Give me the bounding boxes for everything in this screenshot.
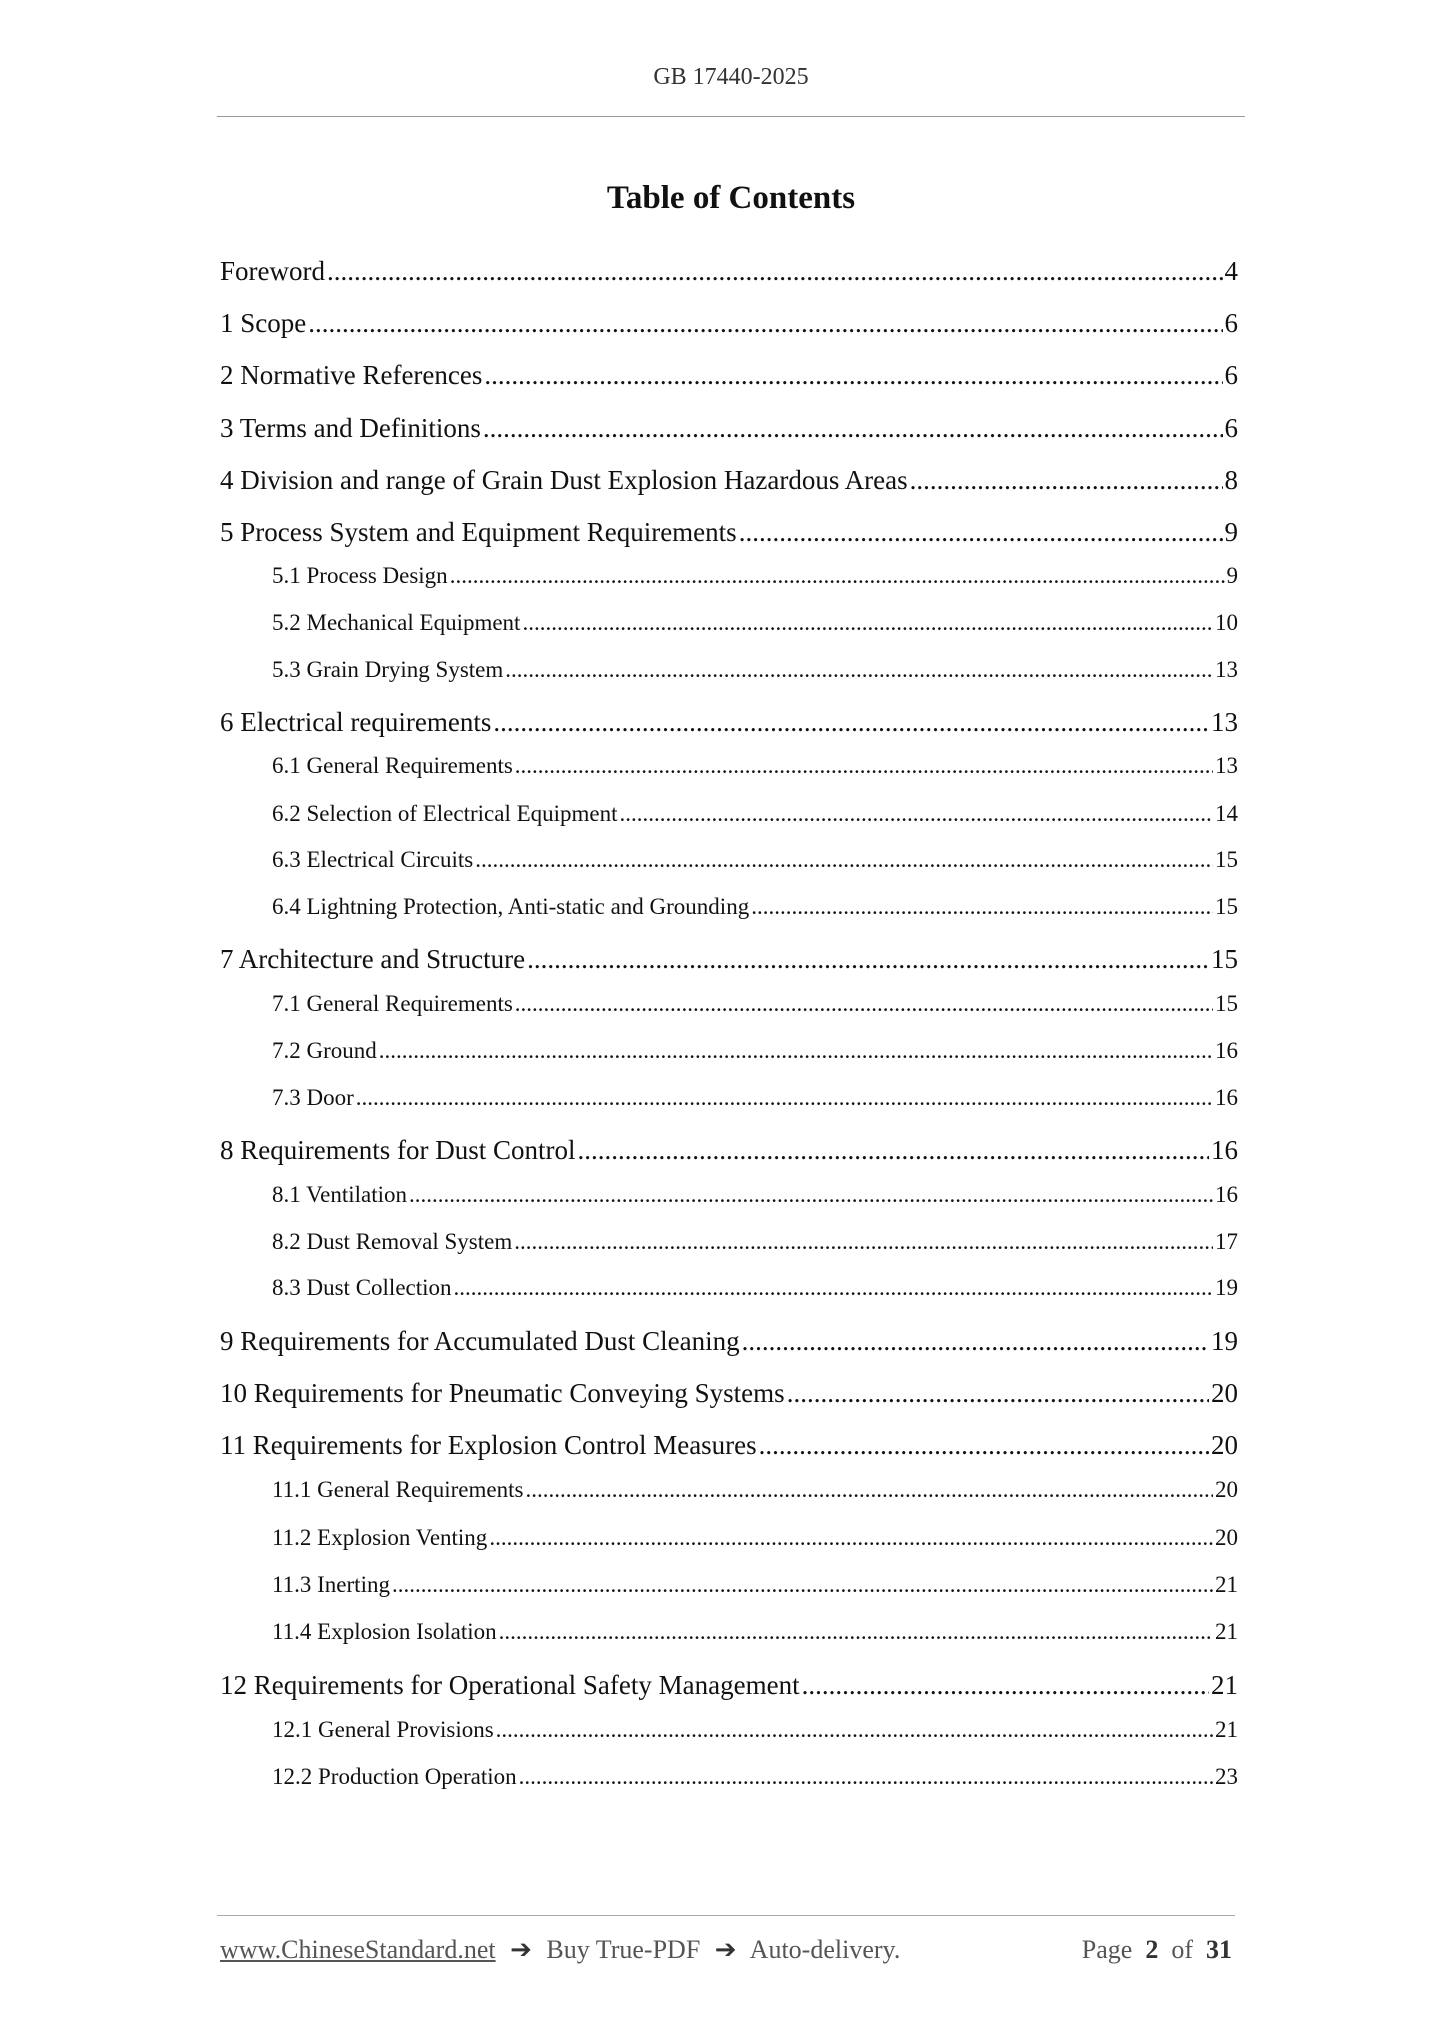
toc-dot-leader — [515, 753, 1213, 779]
toc-dot-leader — [739, 517, 1223, 548]
toc-entry-page: 20 — [1211, 1430, 1238, 1460]
toc-entry[interactable] — [272, 1525, 1238, 1551]
toc-entry-label: 6.1 General Requirements — [272, 753, 513, 778]
toc-entry-label: 11.4 Explosion Isolation — [272, 1619, 497, 1644]
toc-entry[interactable] — [272, 753, 1238, 779]
toc-entry-label: 8.1 Ventilation — [272, 1182, 408, 1207]
toc-entry-label: 11 Requirements for Explosion Control Measures — [220, 1430, 757, 1460]
toc-entry-page: 16 — [1215, 1182, 1238, 1207]
toc-entry[interactable] — [272, 1182, 1238, 1208]
toc-entry-page: 13 — [1215, 753, 1238, 778]
toc-entry[interactable] — [272, 1275, 1238, 1301]
toc-dot-leader — [514, 1229, 1213, 1255]
toc-entry-label: 11.1 General Requirements — [272, 1477, 524, 1502]
toc-dot-leader — [308, 308, 1222, 339]
toc-entry-page: 13 — [1215, 657, 1238, 682]
toc-entry-label: 2 Normative References — [220, 360, 483, 390]
toc-entry-page: 8 — [1224, 465, 1238, 495]
toc-entry-label: 5 Process System and Equipment Requirements — [220, 517, 737, 547]
toc-dot-leader — [392, 1572, 1213, 1598]
toc-dot-leader — [450, 563, 1225, 589]
toc-entry[interactable] — [272, 610, 1238, 636]
toc-entry[interactable] — [272, 1717, 1238, 1743]
toc-entry-page: 15 — [1215, 847, 1238, 872]
toc-dot-leader — [751, 894, 1213, 920]
toc-entry-label: 5.1 Process Design — [272, 563, 448, 588]
toc-entry-page: 10 — [1215, 610, 1238, 635]
site-link[interactable]: www.ChineseStandard.net — [220, 1935, 496, 1964]
toc-dot-leader — [802, 1670, 1209, 1701]
toc-entry-label: 4 Division and range of Grain Dust Explosion Hazardous Areas — [220, 465, 908, 495]
delivery-text: Auto-delivery. — [749, 1935, 901, 1964]
toc-entry[interactable] — [272, 1477, 1238, 1503]
toc-entry-page: 19 — [1215, 1275, 1238, 1300]
toc-entry-label: 6.3 Electrical Circuits — [272, 847, 474, 872]
footer-links — [220, 1935, 900, 1965]
toc-dot-leader — [525, 1477, 1213, 1503]
toc-dot-leader — [499, 1619, 1213, 1645]
toc-dot-leader — [327, 256, 1223, 287]
toc-entry[interactable] — [272, 1229, 1238, 1255]
toc-entry[interactable] — [272, 1038, 1238, 1064]
toc-entry-page: 15 — [1211, 944, 1238, 974]
toc-entry-page: 6 — [1224, 308, 1238, 338]
toc-entry[interactable] — [220, 413, 1238, 444]
toc-dot-leader — [577, 1135, 1209, 1166]
toc-dot-leader — [409, 1182, 1213, 1208]
toc-entry-page: 16 — [1211, 1135, 1238, 1165]
toc-entry-label: 8.2 Dust Removal System — [272, 1229, 513, 1254]
page-current: 2 — [1145, 1935, 1159, 1964]
toc-dot-leader — [454, 1275, 1213, 1301]
toc-entry[interactable] — [220, 360, 1238, 391]
toc-entry-page: 21 — [1215, 1619, 1238, 1644]
toc-entry[interactable] — [220, 517, 1238, 548]
toc-entry[interactable] — [220, 1326, 1238, 1357]
toc-entry[interactable] — [272, 847, 1238, 873]
toc-dot-leader — [620, 801, 1213, 827]
toc-entry[interactable] — [220, 1135, 1238, 1166]
toc-dot-leader — [379, 1038, 1213, 1064]
toc-entry-page: 20 — [1211, 1378, 1238, 1408]
toc-entry[interactable] — [272, 1572, 1238, 1598]
toc-entry-page: 15 — [1215, 991, 1238, 1016]
toc-entry-label: 3 Terms and Definitions — [220, 413, 481, 443]
toc-entry[interactable] — [220, 465, 1238, 496]
toc-dot-leader — [483, 413, 1223, 444]
arrow-right-icon: ➔ — [510, 1935, 532, 1964]
footer-divider — [217, 1915, 1235, 1916]
toc-entry[interactable] — [220, 707, 1238, 738]
toc-entry-label: 12 Requirements for Operational Safety Management — [220, 1670, 800, 1700]
toc-entry[interactable] — [220, 308, 1238, 339]
toc-entry-page: 21 — [1215, 1717, 1238, 1742]
toc-entry[interactable] — [220, 944, 1238, 975]
toc-entry-label: 7.2 Ground — [272, 1038, 377, 1063]
toc-entry-page: 9 — [1224, 517, 1238, 547]
toc-entry[interactable] — [220, 256, 1238, 287]
toc-entry-label: Foreword — [220, 256, 325, 286]
toc-entry-label: 6.4 Lightning Protection, Anti-static and Grounding — [272, 894, 750, 919]
toc-dot-leader — [527, 944, 1209, 975]
toc-entry[interactable] — [272, 894, 1238, 920]
page-of: of — [1171, 1935, 1193, 1964]
header-divider — [217, 116, 1245, 117]
toc-dot-leader — [493, 707, 1209, 738]
buy-text: Buy True-PDF — [546, 1935, 701, 1964]
toc-entry[interactable] — [272, 563, 1238, 589]
toc-entry-label: 7.1 General Requirements — [272, 991, 513, 1016]
toc-entry[interactable] — [272, 1085, 1238, 1111]
toc-dot-leader — [742, 1326, 1209, 1357]
toc-entry-label: 12.2 Production Operation — [272, 1764, 517, 1789]
toc-entry-label: 12.1 General Provisions — [272, 1717, 494, 1742]
toc-entry-page: 20 — [1215, 1477, 1238, 1502]
toc-dot-leader — [505, 657, 1213, 683]
toc-entry-label: 8.3 Dust Collection — [272, 1275, 452, 1300]
toc-dot-leader — [787, 1378, 1209, 1409]
toc-dot-leader — [496, 1717, 1213, 1743]
toc-entry[interactable] — [272, 801, 1238, 827]
toc-entry-label: 8 Requirements for Dust Control — [220, 1135, 576, 1165]
toc-entry[interactable] — [272, 657, 1238, 683]
page-title: Table of Contents — [606, 180, 856, 216]
toc-dot-leader — [910, 465, 1223, 496]
page-footer — [220, 1935, 1232, 1965]
toc-entry-label: 7 Architecture and Structure — [220, 944, 526, 974]
toc-entry[interactable] — [272, 1619, 1238, 1645]
toc-entry-page: 15 — [1215, 894, 1238, 919]
toc-entry-page: 14 — [1215, 801, 1238, 826]
toc-entry-page: 4 — [1224, 256, 1238, 286]
toc-entry-label: 10 Requirements for Pneumatic Conveying Systems — [220, 1378, 785, 1408]
toc-entry-page: 13 — [1211, 707, 1238, 737]
toc-entry-label: 6.2 Selection of Electrical Equipment — [272, 801, 618, 826]
toc-entry[interactable] — [272, 991, 1238, 1017]
toc-entry-page: 21 — [1215, 1572, 1238, 1597]
toc-entry-label: 6 Electrical requirements — [220, 707, 492, 737]
toc-entry-page: 20 — [1215, 1525, 1238, 1550]
toc-entry[interactable] — [220, 1670, 1238, 1701]
toc-entry-label: 7.3 Door — [272, 1085, 354, 1110]
toc-entry[interactable] — [220, 1430, 1238, 1461]
document-header: GB 17440-2025 — [653, 64, 809, 90]
toc-entry-label: 5.3 Grain Drying System — [272, 657, 504, 682]
toc-entry-label: 1 Scope — [220, 308, 307, 338]
toc-entry-page: 16 — [1215, 1085, 1238, 1110]
toc-entry-page: 6 — [1224, 360, 1238, 390]
toc-dot-leader — [759, 1430, 1209, 1461]
toc-dot-leader — [519, 1764, 1213, 1790]
toc-entry-label: 11.2 Explosion Venting — [272, 1525, 488, 1550]
arrow-right-icon: ➔ — [714, 1935, 737, 1964]
toc-entry-label: 5.2 Mechanical Equipment — [272, 610, 521, 635]
page-indicator — [1082, 1935, 1232, 1965]
toc-entry[interactable] — [220, 1378, 1238, 1409]
toc-entry-page: 16 — [1215, 1038, 1238, 1063]
toc-dot-leader — [522, 610, 1213, 636]
toc-entry-page: 9 — [1226, 563, 1238, 588]
page-word: Page — [1081, 1935, 1133, 1964]
page-total: 31 — [1206, 1935, 1232, 1964]
toc-dot-leader — [489, 1525, 1213, 1551]
toc-entry-page: 19 — [1211, 1326, 1238, 1356]
toc-entry-page: 6 — [1224, 413, 1238, 443]
toc-entry-label: 11.3 Inerting — [272, 1572, 390, 1597]
toc-dot-leader — [356, 1085, 1213, 1111]
toc-dot-leader — [515, 991, 1213, 1017]
toc-dot-leader — [475, 847, 1213, 873]
toc-entry-page: 17 — [1215, 1229, 1238, 1254]
toc-entry-page: 21 — [1211, 1670, 1238, 1700]
toc-dot-leader — [484, 360, 1222, 391]
toc-entry-label: 9 Requirements for Accumulated Dust Cleaning — [220, 1326, 740, 1356]
toc-entry[interactable] — [272, 1764, 1238, 1790]
toc-entry-page: 23 — [1215, 1764, 1238, 1789]
